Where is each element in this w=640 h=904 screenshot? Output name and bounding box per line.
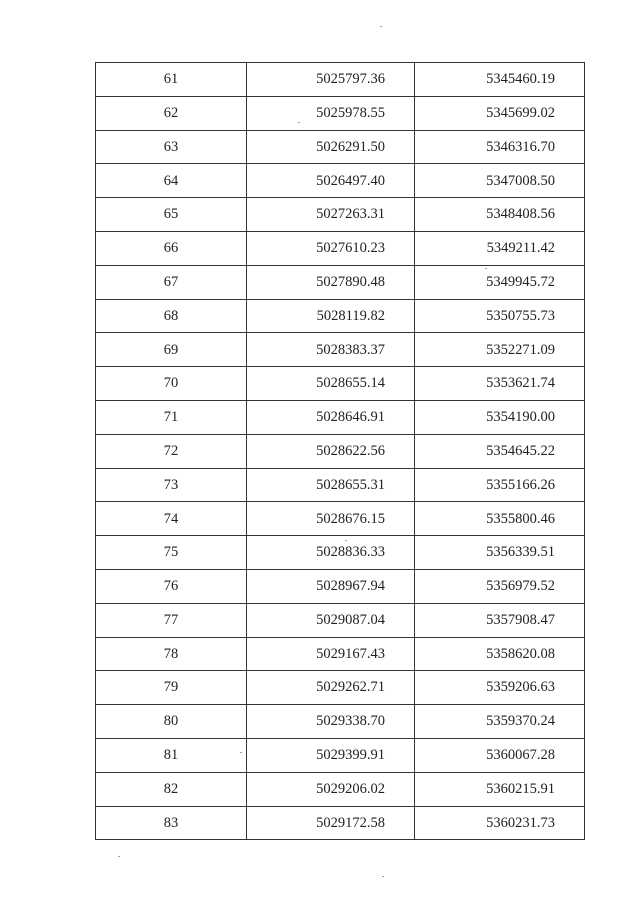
coordinate-x-cell: 5026291.50: [247, 130, 415, 164]
coordinate-y-cell: 5360231.73: [415, 806, 585, 840]
point-number-cell: 78: [96, 637, 247, 671]
coordinate-y-cell: 5356979.52: [415, 569, 585, 603]
point-number-cell: 67: [96, 265, 247, 299]
table-row: [96, 772, 585, 806]
coordinate-y-cell: 5347008.50: [415, 164, 585, 198]
coordinate-y-cell: 5359206.63: [415, 671, 585, 705]
point-number-cell: 62: [96, 96, 247, 130]
table-row: [96, 502, 585, 536]
coordinate-y-cell: 5358620.08: [415, 637, 585, 671]
table-row: [96, 63, 585, 97]
coordinate-y-cell: 5360067.28: [415, 738, 585, 772]
table-row: [96, 299, 585, 333]
coordinate-y-cell: 5350755.73: [415, 299, 585, 333]
coordinate-y-cell: 5355166.26: [415, 468, 585, 502]
coordinate-x-cell: 5026497.40: [247, 164, 415, 198]
scan-speck: [345, 540, 347, 541]
point-number-cell: 61: [96, 63, 247, 97]
coordinate-x-cell: 5027890.48: [247, 265, 415, 299]
point-number-cell: 64: [96, 164, 247, 198]
point-number-cell: 70: [96, 367, 247, 401]
point-number-cell: 83: [96, 806, 247, 840]
coordinate-y-cell: 5354190.00: [415, 400, 585, 434]
point-number-cell: 74: [96, 502, 247, 536]
scan-speck: [298, 122, 300, 123]
coordinate-x-cell: 5028646.91: [247, 400, 415, 434]
coordinate-x-cell: 5029399.91: [247, 738, 415, 772]
coordinate-x-cell: 5029172.58: [247, 806, 415, 840]
coordinate-y-cell: 5345460.19: [415, 63, 585, 97]
coordinate-x-cell: 5027263.31: [247, 198, 415, 232]
table-row: [96, 231, 585, 265]
coordinate-y-cell: 5345699.02: [415, 96, 585, 130]
coordinate-y-cell: 5348408.56: [415, 198, 585, 232]
table-row: [96, 198, 585, 232]
table-row: [96, 569, 585, 603]
coordinate-x-cell: 5028676.15: [247, 502, 415, 536]
point-number-cell: 72: [96, 434, 247, 468]
point-number-cell: 73: [96, 468, 247, 502]
coordinate-x-cell: 5025797.36: [247, 63, 415, 97]
table-row: [96, 603, 585, 637]
coordinate-y-cell: 5349945.72: [415, 265, 585, 299]
coordinate-y-cell: 5352271.09: [415, 333, 585, 367]
point-number-cell: 82: [96, 772, 247, 806]
table-row: [96, 434, 585, 468]
coordinate-y-cell: 5355800.46: [415, 502, 585, 536]
coordinate-x-cell: 5027610.23: [247, 231, 415, 265]
point-number-cell: 69: [96, 333, 247, 367]
table-row: [96, 333, 585, 367]
scan-speck: [380, 26, 382, 27]
table-row: [96, 367, 585, 401]
coordinate-x-cell: 5029206.02: [247, 772, 415, 806]
coordinate-y-cell: 5349211.42: [415, 231, 585, 265]
table-row: [96, 400, 585, 434]
coordinate-y-cell: 5353621.74: [415, 367, 585, 401]
table-row: [96, 671, 585, 705]
coordinate-x-cell: 5028383.37: [247, 333, 415, 367]
point-number-cell: 63: [96, 130, 247, 164]
point-number-cell: 79: [96, 671, 247, 705]
table-row: [96, 738, 585, 772]
coordinate-x-cell: 5025978.55: [247, 96, 415, 130]
table-row: [96, 536, 585, 570]
coordinate-y-cell: 5360215.91: [415, 772, 585, 806]
point-number-cell: 75: [96, 536, 247, 570]
coordinate-y-cell: 5346316.70: [415, 130, 585, 164]
scan-speck: [485, 268, 487, 269]
coordinate-y-cell: 5357908.47: [415, 603, 585, 637]
scan-speck: [240, 752, 242, 753]
coordinate-y-cell: 5356339.51: [415, 536, 585, 570]
coordinate-x-cell: 5029167.43: [247, 637, 415, 671]
table-row: [96, 265, 585, 299]
table-row: [96, 637, 585, 671]
table-row: [96, 468, 585, 502]
table-row: [96, 130, 585, 164]
table-row: [96, 164, 585, 198]
point-number-cell: 65: [96, 198, 247, 232]
coordinate-y-cell: 5359370.24: [415, 705, 585, 739]
coordinate-table-body: [96, 63, 585, 840]
point-number-cell: 66: [96, 231, 247, 265]
scan-speck: [382, 876, 384, 877]
coordinate-x-cell: 5028967.94: [247, 569, 415, 603]
point-number-cell: 71: [96, 400, 247, 434]
point-number-cell: 76: [96, 569, 247, 603]
coordinate-x-cell: 5028622.56: [247, 434, 415, 468]
table-row: [96, 806, 585, 840]
point-number-cell: 81: [96, 738, 247, 772]
coordinate-x-cell: 5029338.70: [247, 705, 415, 739]
coordinate-x-cell: 5028655.31: [247, 468, 415, 502]
table-row: [96, 705, 585, 739]
coordinate-x-cell: 5028119.82: [247, 299, 415, 333]
point-number-cell: 68: [96, 299, 247, 333]
point-number-cell: 80: [96, 705, 247, 739]
coordinate-x-cell: 5028655.14: [247, 367, 415, 401]
table-row: [96, 96, 585, 130]
coordinate-x-cell: 5029262.71: [247, 671, 415, 705]
point-number-cell: 77: [96, 603, 247, 637]
coordinate-x-cell: 5029087.04: [247, 603, 415, 637]
scan-speck: [118, 856, 120, 857]
coordinate-x-cell: 5028836.33: [247, 536, 415, 570]
coordinate-table: [95, 62, 585, 840]
coordinate-y-cell: 5354645.22: [415, 434, 585, 468]
